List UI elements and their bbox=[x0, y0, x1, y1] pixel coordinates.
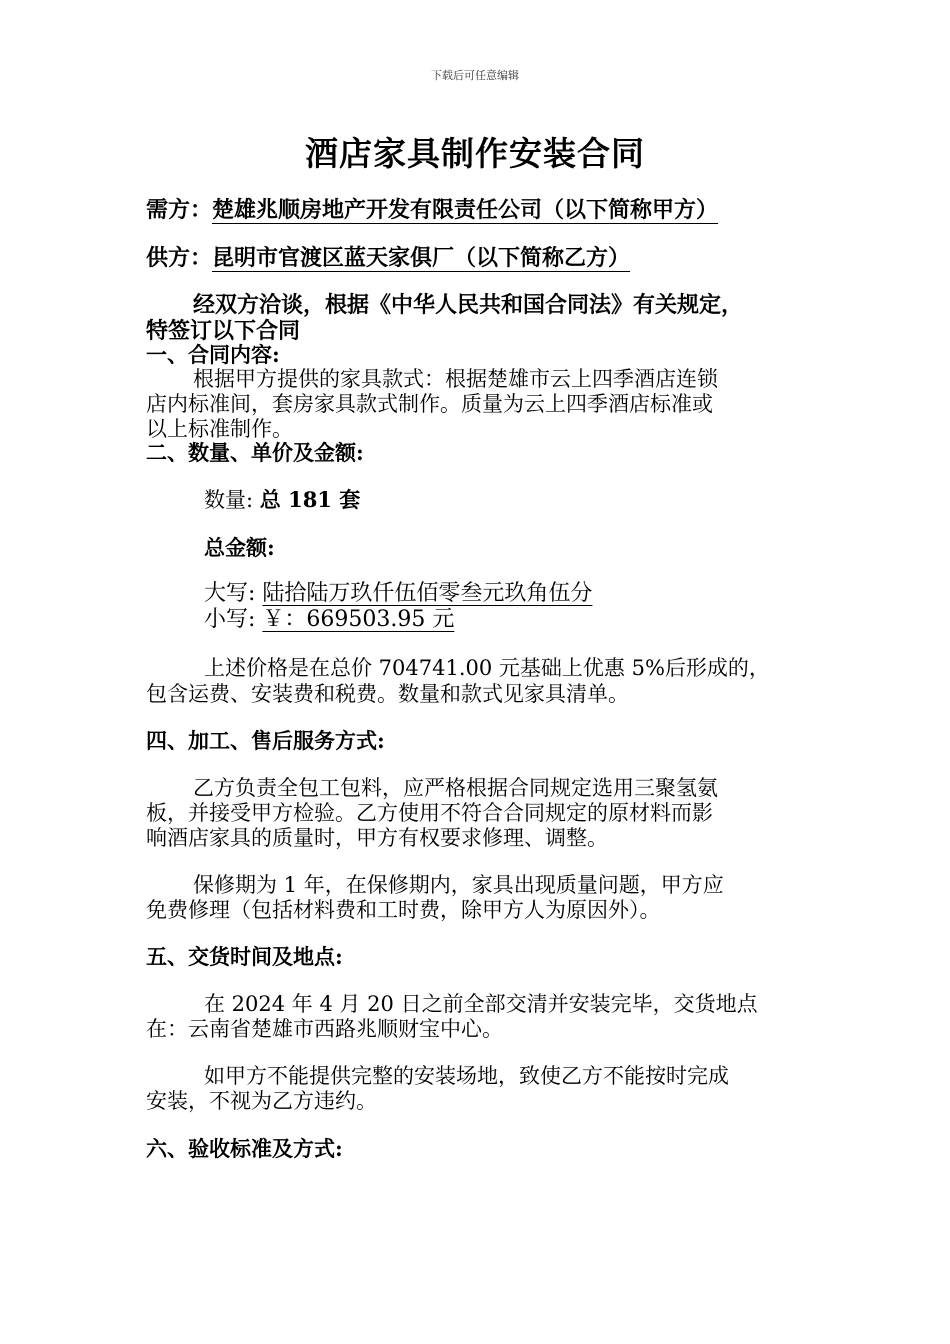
section5-para1-line-2: 在：云南省楚雄市西路兆顺财宝中心。 bbox=[146, 1017, 503, 1041]
quantity-value: 总 181 套 bbox=[259, 487, 361, 512]
supplier-name: 昆明市官渡区蓝天家俱厂（以下简称乙方） bbox=[212, 245, 631, 271]
amount-upper-label: 大写: bbox=[204, 581, 256, 606]
total-amount-label: 总金额: bbox=[204, 535, 275, 560]
section5-para1-line-1: 在 2024 年 4 月 20 日之前全部交清并安装完毕，交货地点 bbox=[204, 992, 758, 1016]
section1-line-3: 以上标准制作。 bbox=[146, 417, 293, 441]
section5-para2-line-2: 安装，不视为乙方违约。 bbox=[146, 1089, 377, 1113]
price-note-line-1: 上述价格是在总价 704741.00 元基础上优惠 5%后形成的， bbox=[204, 656, 770, 680]
intro-line-1: 经双方洽谈，根据《中华人民共和国合同法》有关规定， bbox=[193, 292, 744, 318]
document-title: 酒店家具制作安装合同 bbox=[305, 134, 645, 173]
section2-heading: 二、数量、单价及金额: bbox=[146, 440, 364, 465]
quantity-line bbox=[204, 487, 360, 513]
amount-lower-label: 小写: bbox=[204, 607, 256, 632]
section4-para1-line-3: 响酒店家具的质量时，甲方有权要求修理、调整。 bbox=[146, 826, 608, 850]
section5-heading: 五、交货时间及地点: bbox=[146, 944, 343, 969]
amount-upper-line bbox=[204, 581, 592, 607]
quantity-label: 数量: bbox=[204, 488, 254, 512]
supplier-line bbox=[146, 245, 630, 271]
amount-upper-value: 陆拾陆万玖仟伍佰零叁元玖角伍分 bbox=[262, 581, 593, 606]
buyer-name: 楚雄兆顺房地产开发有限责任公司（以下简称甲方） bbox=[212, 197, 719, 223]
buyer-line bbox=[146, 197, 718, 223]
section4-heading: 四、加工、售后服务方式: bbox=[146, 728, 385, 753]
amount-lower-value: ￥：669503.95 元 bbox=[262, 607, 455, 632]
section1-line-1: 根据甲方提供的家具款式：根据楚雄市云上四季酒店连锁 bbox=[193, 367, 718, 391]
section6-heading: 六、验收标准及方式: bbox=[146, 1136, 343, 1161]
intro-line-2: 特签订以下合同 bbox=[146, 318, 301, 344]
section4-para1-line-1: 乙方负责全包工包料，应严格根据合同规定选用三聚氢氨 bbox=[193, 776, 718, 800]
supplier-label: 供方： bbox=[146, 245, 213, 271]
header-note: 下载后可任意编辑 bbox=[431, 69, 519, 82]
price-note-line-2: 包含运费、安装费和税费。数量和款式见家具清单。 bbox=[146, 682, 629, 706]
buyer-label: 需方： bbox=[146, 197, 213, 223]
section4-para2-line-2: 免费修理（包括材料费和工时费，除甲方人为原因外）。 bbox=[146, 898, 661, 922]
section4-para2-line-1: 保修期为 1 年，在保修期内，家具出现质量问题，甲方应 bbox=[193, 873, 724, 897]
section5-para2-line-1: 如甲方不能提供完整的安装场地，致使乙方不能按时完成 bbox=[204, 1064, 729, 1088]
amount-lower-line bbox=[204, 607, 454, 633]
section1-heading: 一、合同内容: bbox=[146, 342, 280, 367]
section1-line-2: 店内标准间，套房家具款式制作。质量为云上四季酒店标准或 bbox=[146, 392, 713, 416]
section4-para1-line-2: 板，并接受甲方检验。乙方使用不符合合同规定的原材料而影 bbox=[146, 801, 713, 825]
